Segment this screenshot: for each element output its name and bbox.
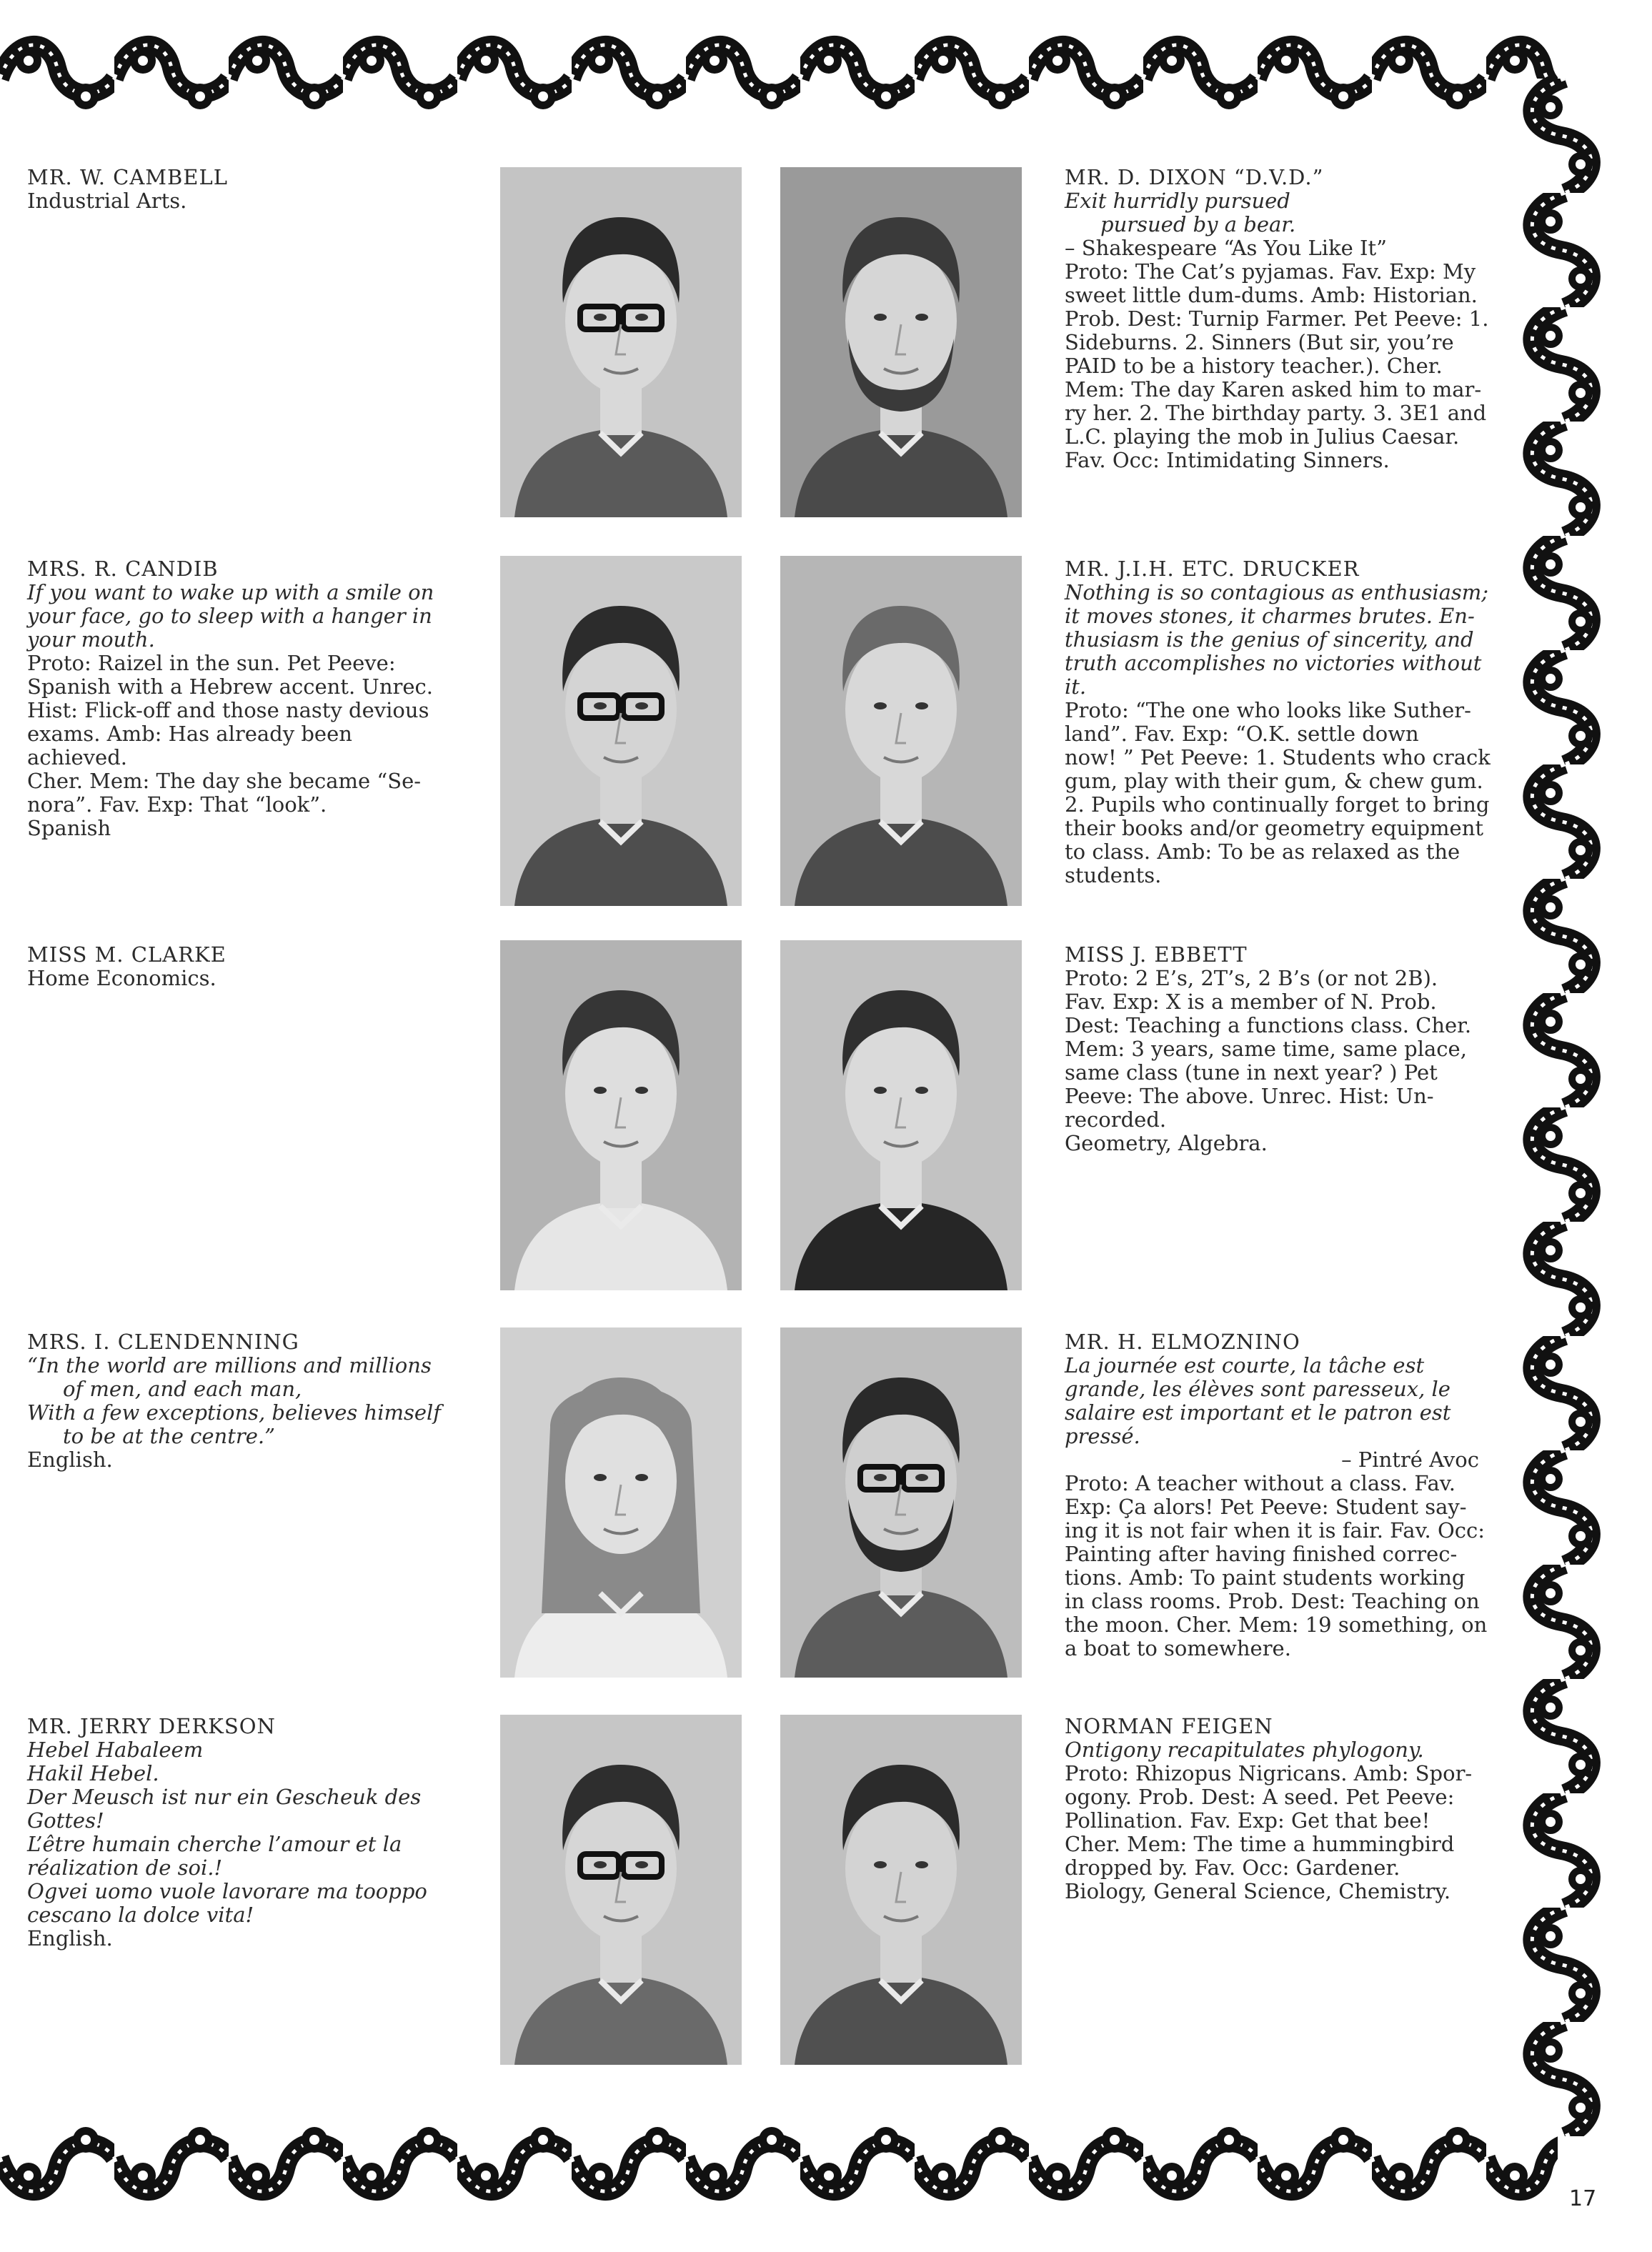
bio-line: now! ” Pet Peeve: 1. Students who crack [1065,745,1491,769]
quote-line: Ontigony recapitulates phylogony. [1065,1738,1424,1762]
bio-line: a boat to somewhere. [1065,1636,1291,1660]
entry-clendenning [27,1330,456,1472]
quote-line: Ogvei uomo vuole lavorare ma tooppo [27,1879,427,1903]
bio-line: Proto: A teacher without a class. Fav. [1065,1471,1456,1495]
quote-line: réalization de soi.! [27,1855,223,1880]
bio-line: Fav. Exp: X is a member of N. Prob. [1065,990,1437,1014]
bio-line: Cher. Mem: The time a hummingbird [1065,1832,1455,1856]
teacher-name: MISS J. EBBETT [1065,942,1248,967]
bio-line: exams. Amb: Has already been achieved. [27,722,352,769]
bio-line: Painting after having finished correc- [1065,1542,1458,1566]
bio-line: Proto: 2 E’s, 2T’s, 2 B’s (or not 2B). [1065,966,1438,990]
bio-line: Proto: Raizel in the sun. Pet Peeve: [27,651,396,675]
bio-line: Cher. Mem: The day she became “Se- [27,769,422,793]
portrait-photo-elmoznino [780,1327,1022,1678]
quote-line: grande, les élèves sont paresseux, le [1065,1377,1451,1401]
portrait-photo-ebbett [780,940,1022,1290]
bio-line: Biology, General Science, Chemistry. [1065,1879,1451,1903]
ornamental-border-top [0,29,1558,129]
quote-line: Gottes! [27,1808,104,1833]
quote-line: of men, and each man, [63,1377,302,1401]
quote-line: Hebel Habaleem [27,1738,204,1762]
bio-line: English. [27,1926,113,1950]
quote-line: pressé. [1065,1424,1140,1448]
quote-line: cescano la dolce vita! [27,1903,254,1927]
teacher-name: MR. JERRY DERKSON [27,1714,276,1738]
teacher-name: MRS. I. CLENDENNING [27,1330,299,1354]
quote-line: If you want to wake up with a smile on [27,580,434,604]
quote-line: it moves stones, it charmes brutes. En- [1065,604,1475,628]
entry-cambell [27,166,470,213]
quote-line: Hakil Hebel. [27,1761,159,1785]
quote-line: your face, go to sleep with a hanger in [27,604,432,628]
quote-line: “In the world are millions and millions [27,1353,432,1377]
bio-line: Mem: 3 years, same time, same place, [1065,1037,1467,1061]
bio-line: land”. Fav. Exp: “O.K. settle down [1065,722,1419,746]
portrait-photo-derkson [500,1715,742,2065]
bio-line: Dest: Teaching a functions class. Cher. [1065,1013,1472,1037]
portrait-photo-feigen [780,1715,1022,2065]
portrait-photo-dixon [780,167,1022,517]
bio-line: Geometry, Algebra. [1065,1131,1268,1155]
bio-line: Pollination. Fav. Exp: Get that bee! [1065,1808,1430,1833]
quote-line: L’être humain cherche l’amour et la [27,1832,402,1856]
quote-line: Exit hurridly pursued [1065,189,1290,213]
bio-line: PAID to be a history teacher.). Cher. [1065,354,1443,378]
bio-line: ogony. Prob. Dest: A seed. Pet Peeve: [1065,1785,1455,1809]
bio-line: recorded. [1065,1107,1167,1132]
bio-line: Home Economics. [27,966,217,990]
portrait-photo-candib [500,556,742,906]
quote-line: your mouth. [27,627,155,652]
bio-line: Peeve: The above. Unrec. Hist: Un- [1065,1084,1434,1108]
quote-line: Nothing is so contagious as enthusiasm; [1065,580,1489,604]
bio-line: Prob. Dest: Turnip Farmer. Pet Peeve: 1. [1065,307,1489,331]
quote-line: La journée est courte, la tâche est [1065,1353,1425,1377]
bio-line: Industrial Arts. [27,189,187,213]
entry-derkson [27,1715,456,1950]
entry-elmoznino [1065,1330,1493,1660]
bio-line: Hist: Flick-off and those nasty devious [27,698,429,722]
quote-line: it. [1065,674,1087,699]
bio-line: in class rooms. Prob. Dest: Teaching on [1065,1589,1480,1613]
entry-ebbett [1065,943,1493,1155]
bio-line: Spanish with a Hebrew accent. Unrec. [27,674,433,699]
quote-line: With a few exceptions, believes himself [27,1400,442,1425]
bio-line: gum, play with their gum, & chew gum. [1065,769,1483,793]
entry-drucker [1065,557,1493,887]
portrait-photo-drucker [780,556,1022,906]
bio-line: – Pintré Avoc [1341,1448,1479,1472]
bio-line: to class. Amb: To be as relaxed as the [1065,839,1461,864]
bio-line: tions. Amb: To paint students working [1065,1565,1466,1590]
bio-line: Fav. Occ: Intimidating Sinners. [1065,448,1390,472]
quote-line: thusiasm is the genius of sincerity, and [1065,627,1474,652]
teacher-name: MISS M. CLARKE [27,942,227,967]
bio-line: Exp: Ça alors! Pet Peeve: Student say- [1065,1495,1467,1519]
entry-clarke [27,943,470,990]
bio-line: English. [27,1448,113,1472]
bio-line: nora”. Fav. Exp: That “look”. [27,792,327,817]
portrait-photo-clarke [500,940,742,1290]
teacher-name: MR. H. ELMOZNINO [1065,1330,1300,1354]
quote-line: truth accomplishes no victories without [1065,651,1482,675]
page-number: 17 [1569,2186,1597,2211]
bio-line: sweet little dum-dums. Amb: Historian. [1065,283,1478,307]
bio-line: same class (tune in next year? ) Pet [1065,1060,1438,1085]
bio-line: 2. Pupils who continually forget to bring [1065,792,1490,817]
bio-line: Proto: “The one who looks like Suther- [1065,698,1471,722]
entry-feigen [1065,1715,1493,1903]
bio-line: ing it is not fair when it is fair. Fav. Occ: [1065,1518,1485,1543]
bio-line: Mem: The day Karen asked him to mar- [1065,377,1482,402]
teacher-name: MRS. R. CANDIB [27,557,219,581]
bio-line: dropped by. Fav. Occ: Gardener. [1065,1855,1400,1880]
bio-line: students. [1065,863,1162,887]
ornamental-border-bottom [0,2108,1558,2208]
teacher-name: NORMAN FEIGEN [1065,1714,1273,1738]
bio-line: their books and/or geometry equipment [1065,816,1484,840]
bio-line: – Shakespeare “As You Like It” [1065,236,1387,260]
bio-line: Spanish [27,816,111,840]
portrait-photo-cambell [500,167,742,517]
ornamental-border-right [1522,79,1608,2136]
quote-line: pursued by a bear. [1100,212,1296,236]
entry-candib [27,557,456,840]
bio-line: Proto: The Cat’s pyjamas. Fav. Exp: My [1065,259,1476,284]
teacher-name: MR. D. DIXON “D.V.D.” [1065,165,1324,189]
bio-line: Proto: Rhizopus Nigricans. Amb: Spor- [1065,1761,1473,1785]
bio-line: ry her. 2. The birthday party. 3. 3E1 and [1065,401,1487,425]
quote-line: to be at the centre.” [63,1424,275,1448]
quote-line: Der Meusch ist nur ein Gescheuk des [27,1785,422,1809]
bio-line: L.C. playing the mob in Julius Caesar. [1065,424,1460,449]
teacher-name: MR. W. CAMBELL [27,165,228,189]
quote-line: salaire est important et le patron est [1065,1400,1451,1425]
teacher-name: MR. J.I.H. ETC. DRUCKER [1065,557,1360,581]
portrait-photo-clendenning [500,1327,742,1678]
bio-line: Sideburns. 2. Sinners (But sir, you’re [1065,330,1454,354]
bio-line: the moon. Cher. Mem: 19 something, on [1065,1613,1488,1637]
entry-dixon [1065,166,1493,472]
